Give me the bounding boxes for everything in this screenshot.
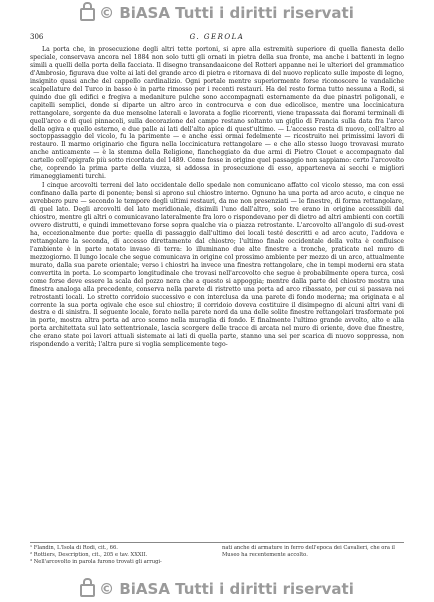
footnote: ² Rottiers, Description, cit., 205 e tav. XXXII.: [30, 551, 148, 558]
lock-icon: [80, 584, 95, 597]
watermark-text: © BiASA Tutti i diritti riservati: [99, 580, 354, 598]
watermark-bottom: [0, 580, 434, 598]
lock-icon: [80, 8, 95, 21]
running-head: G. GEROLA: [189, 33, 245, 41]
paragraph: I cinque arcovolti terreni del lato occidentale dello spedale non comunicano affatto col vicolo stesso, ma con essi confinano dalla parte di ponente; bensì si aprono sul chiostro interno. Ognuno ha una porta ad arco acuto, e cinque ne avrebbero pure — secondo le tempore degli ultimi restauri, da me non presenziati — le finestre, di forma rettangolare, di quel lato. Degli arcovolti del lato meridionale, disimili l'uno dall'altro, solo tre erano in origine accessibili dal chiostro, mentre gli altri o comunicavano lateralmente fra loro o rispondevano per di dietro ad altri ambienti con cortili ovvero distrutti, e quindi immettevano forse sopra qualche via o piazza retrostante. L'arcovolto all'angolo di sud-ovest ha, eccezionalmente due porte: quella di passaggio dall'ultimo dei locali testé descritti e ad arco acuto, l'addova e rettangolare la seconda, di accesso direttamente dal chiostro; l'ultimo finale occidentale della volta è confluisce l'ambiente è in parte notato invaso di terra: lo illuminano due alte finestre a tronche, praticate nel muro di mezzogiorno. Il lungo locale che segue comunicava in origine col prossimo ambiente per mezzo di un arco, attualmente murato, dalla sua parete orientale; verso i chiostri ha invece una finestra rettangolare, che in tempi moderni era stata convertita in porta. Lo scomparto longitudinale che trovasi nell'arcovolto che segue è probabilmente opera turca, così come forse deve essere la scala del pozzo nera che a questo si appoggia; mentre dalla parte del chiostro mostra una finestra analoga alla precedente, conserva nella parete di ristretto una porta ad arco ribassato, per cui si passava nei retrostanti locali. Lo stretto corridoio successivo e con interclusa da una parete di fondo moderna; ma originata e al corrente la sua porta ogivale che esce sul chiostro; il corridoio doveva costituire il disimpegno di alcuni altri vani di destra e di sinistra. Il seguente locale, forato nella parete nord da una delle solite finestre rettangolari trasformate poi in porte, mostra altra porta ad arco scemo nella muraglia di fondo. E finalmente l'ultimo grande avvolto, alto e alla porta architettata sul lato settentrionale, lascia scorgere delle tracce di arcata nel muro di oriente, dove due finestre, che erano state poi lavori attuali sistemate ai lati di quella parte, stanno una sei per scarica di nuovo soppressa, non rispondendo a verità; l'altra pure si voglia semplicemente tego-: [30, 182, 404, 349]
footnote: ³ Nell'arcovolto in parola furono trovati gli arrugi-: [30, 558, 162, 565]
footnotes-right-column: [222, 545, 404, 565]
watermark-top: [0, 4, 434, 22]
watermark-text: © BiASA Tutti i diritti riservati: [99, 4, 354, 22]
footnotes: [30, 542, 404, 565]
body-text: [30, 46, 404, 349]
page-number: 306: [30, 33, 44, 41]
paragraph: La porta che, in prosecuzione degli altri tette portoni, si apre alla estremità superiore di quella fianesta dello speciale, conservava ancora nel 1884 non solo tutti gli ornati in pietra della sua fronte, ma anche i battenti in legno simili a quelli della porta della facciata. Il disegno transandaaicone del Rotteri appanne nei le ulteriori del grammatico d'Ambrosio, figurava due volte ai lati del grande arco di pietra e ritornava di del nuovo replicato sulle imposte di legno, insignito quasi anche del cappello cardinalizio. Ogni portale mentre superiormente forse riconoscere le vandaliche scalpellature del Turco in basso è in parte rimosso per i recenti restauri. Ha del resto forma tutto nessuna a Rodi, si quindo due gli edifici e fregiva a medaniture pulche sono accompagnati esternamente da due pinastri poligonali, e capitelli semplici, donde si diparte un altro arco in controcurva e con due edicolisce, mentre una loccinicatura rettangolare, sorgente da due mensolne laterali e lavorata a foglie ricorrenti, viene trapassata dai fiorami terminali di quell'arco e di quei pinnacoli, sulla decorazione del campo restano soltanto un giglio di Francia sulla data fra l'arco della ogiva e quello esterno, e due palle ai lati dell'alto apice di quest'ultimo. — L'accesso resta di nuovo, coll'altro al soctoppassaggio del vicolo, fu la parimente — e anche essi ormai fedelmente — ricostruito nei primissimi lavori di restauro. Il marmo originario che figura nella loccinicatura rettangolare — e che allo stesso luogo trovavasi murato anche anticamente — è la stemma della Religione, fiancheggiato da due armi di Pietro Clouet e accompagnato dal cartello coll'epigrafe più sotto ricordata del 1489. Come fosse in origine quel passaggio non sappiamo: certo l'arcovolto che, coprendo la prima parte della viuzza, si addossa in prosecuzione di esso, apparteneva ai secchi e migliori rimaneggiamenti turchi.: [30, 46, 404, 181]
footnote: ¹ Flandin, L'Isola di Rodi, cit., 66.: [30, 545, 118, 551]
footnote: nati anche di armature in ferro dell'epoca dei Cavalieri, che ora il Museo ha recentemente accolto.: [222, 545, 395, 558]
footnotes-left-column: [30, 545, 212, 565]
page-header: [30, 33, 404, 47]
